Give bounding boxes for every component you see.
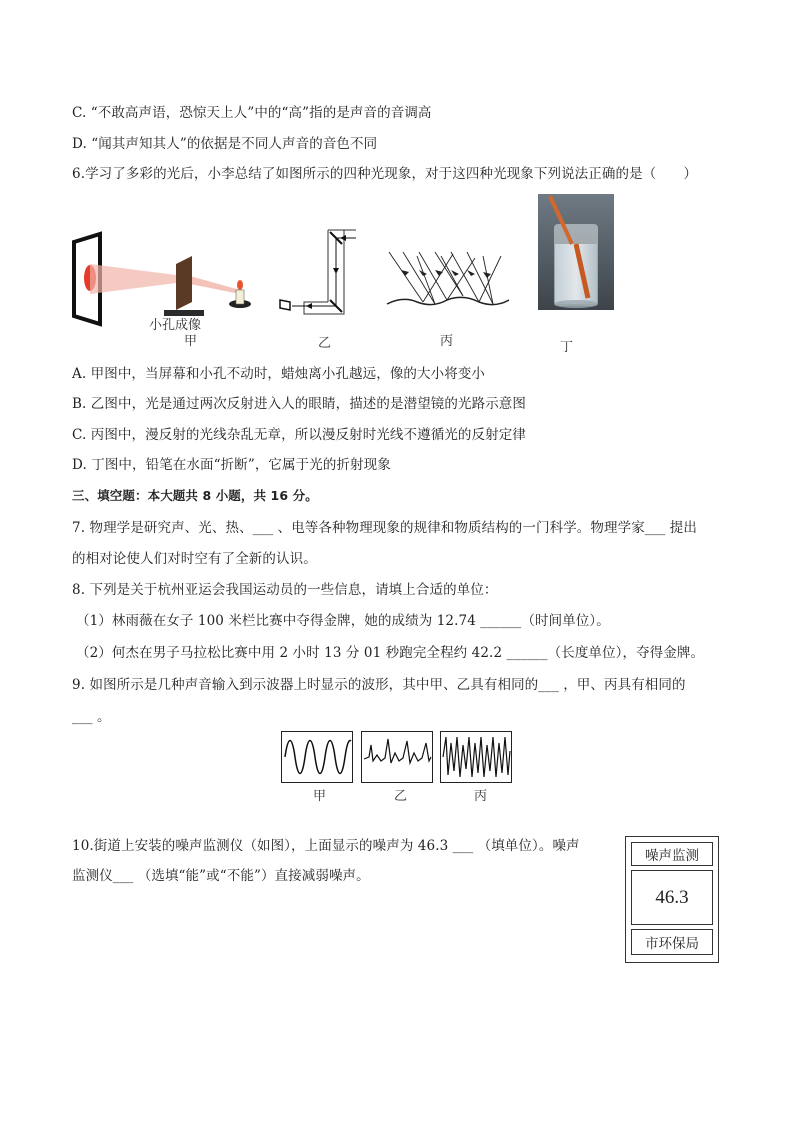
q6-option-a: A. 甲图中，当屏幕和小孔不动时，蜡烛离小孔越远，像的大小将变小 (72, 366, 486, 382)
q6-option-c: C. 丙图中，漫反射的光线杂乱无章，所以漫反射时光线不遵循光的反射定律 (72, 427, 526, 443)
q9-line1: 9. 如图所示是几种声音输入到示波器上时显示的波形，其中甲、乙具有相同的___ ，甲、丙具有相同的 (72, 677, 686, 693)
fig9-label-yi: 乙 (394, 789, 408, 804)
q7-line2: 的相对论使人们对时空有了全新的认识。 (72, 551, 317, 567)
q5-option-c: C. “不敢高声语，恐惊天上人”中的“高”指的是声音的音调高 (72, 105, 432, 121)
q10-line2: 监测仪___ （选填“能”或“不能”）直接减弱噪声。 (72, 868, 370, 884)
q8-sub2: （2）何杰在男子马拉松比赛中用 2 小时 13 分 01 秒跑完全程约 42.2 ______（长度单位），夺得金牌。 (76, 645, 705, 661)
noise-monitor-title: 噪声监测 (631, 842, 713, 866)
noise-monitor-value: 46.3 (631, 870, 713, 925)
fig9-waveform-yi (361, 731, 433, 783)
fig6-label-ding: 丁 (560, 340, 574, 355)
fig6-pencil-in-water-photo (538, 194, 614, 310)
fig6-periscope-diagram (276, 228, 366, 318)
fig6-label-pinhole: 小孔成像 (149, 318, 202, 333)
section-3-heading: 三、填空题：本大题共 8 小题，共 16 分。 (72, 488, 318, 503)
fig9-waveform-jia (281, 731, 353, 783)
q7-line1: 7. 物理学是研究声、光、热、___ 、电等各种物理现象的规律和物质结构的一门科学。物理学家___ 提出 (72, 520, 697, 536)
q5-option-d: D. “闻其声知其人”的依据是不同人声音的音色不同 (72, 136, 378, 152)
q8-stem: 8. 下列是关于杭州亚运会我国运动员的一些信息，请填上合适的单位： (72, 582, 498, 598)
fig6-label-jia: 甲 (184, 334, 198, 349)
q9-line2: ___ 。 (72, 709, 111, 725)
fig9-label-jia: 甲 (313, 789, 327, 804)
q6-option-d: D. 丁图中，铅笔在水面“折断”，它属于光的折射现象 (72, 457, 391, 473)
fig9-label-bing: 丙 (474, 789, 488, 804)
fig6-diffuse-reflection-diagram (383, 246, 513, 312)
noise-monitor-figure (625, 836, 719, 963)
fig6-label-bing: 丙 (440, 334, 454, 349)
q6-option-b: B. 乙图中，光是通过两次反射进入人的眼睛，描述的是潜望镜的光路示意图 (72, 396, 527, 412)
fig9-waveform-bing (440, 731, 512, 783)
noise-monitor-owner: 市环保局 (631, 929, 713, 955)
q6-stem: 6.学习了多彩的光后，小李总结了如图所示的四种光现象，对于这四种光现象下列说法正确的是（ ） (72, 166, 698, 182)
q8-sub1: （1）林雨薇在女子 100 米栏比赛中夺得金牌，她的成绩为 12.74 ______（时间单位）。 (76, 613, 610, 629)
q10-line1: 10.街道上安装的噪声监测仪（如图），上面显示的噪声为 46.3 ___ （填单位）。噪声 (72, 838, 580, 854)
fig6-label-yi: 乙 (318, 336, 332, 351)
